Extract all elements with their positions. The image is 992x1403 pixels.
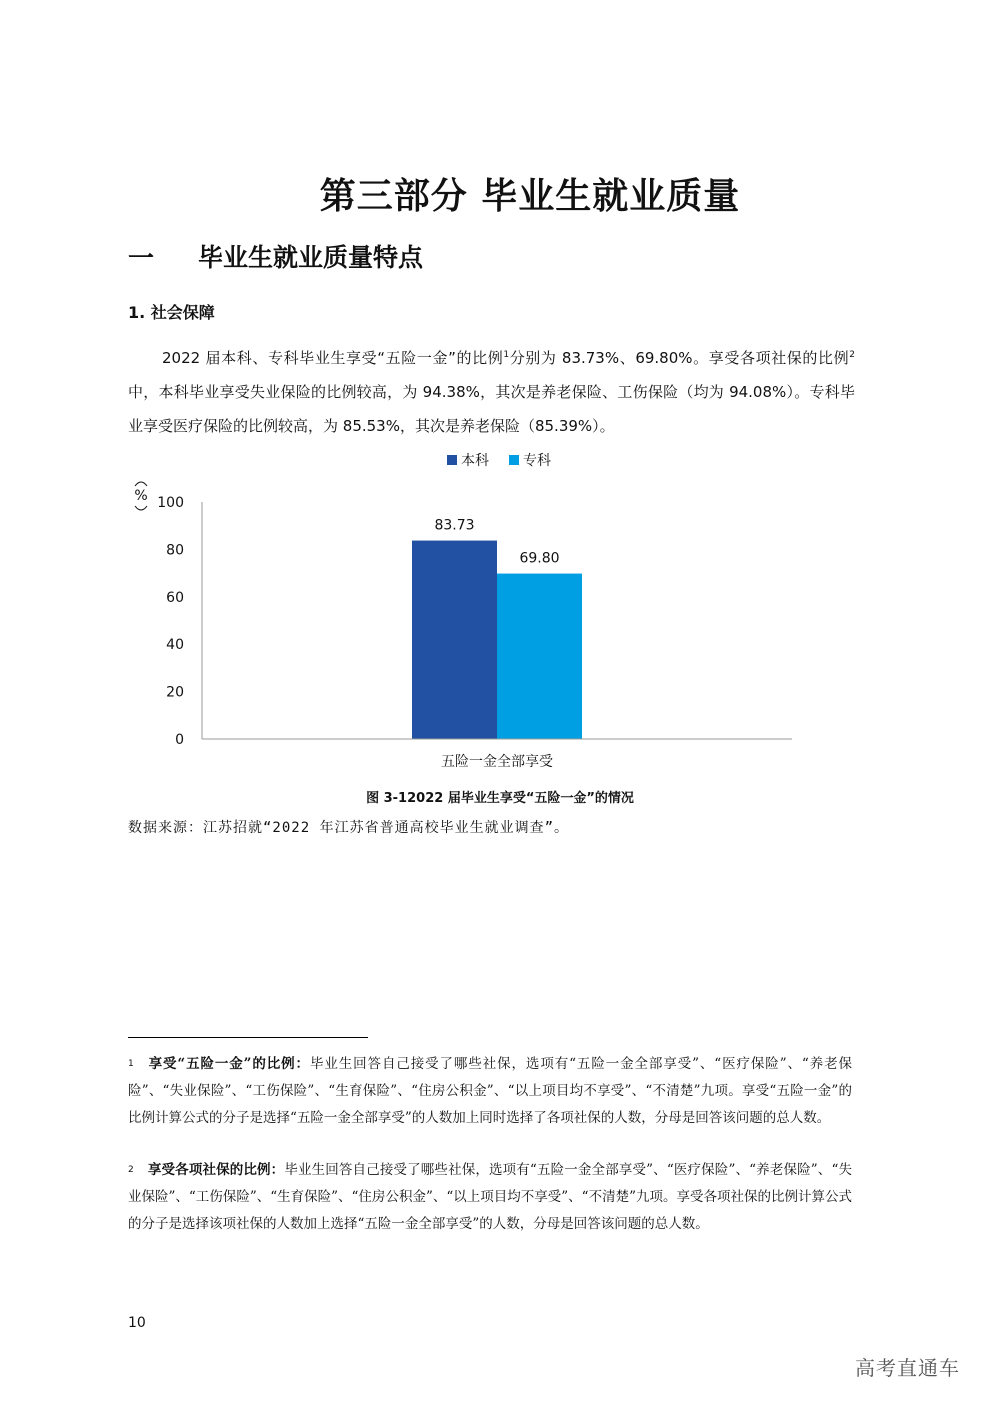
- y-axis-label: %: [134, 488, 148, 504]
- watermark-text: 高考直通车: [855, 1356, 960, 1380]
- x-axis-categories: [441, 753, 553, 770]
- bar-专科: [497, 574, 582, 739]
- intro-paragraph: [128, 341, 855, 443]
- data-source-note: 数据来源：江苏招就“2022 年江苏省普通高校毕业生就业调查”。: [128, 820, 569, 836]
- y-tick-label: 80: [166, 542, 184, 559]
- x-category-label: 五险一金全部享受: [441, 754, 553, 770]
- y-tick-label: 60: [166, 589, 184, 606]
- subsection-title: 1. 社会保障: [128, 303, 215, 322]
- section-number: 一: [128, 244, 155, 274]
- figure-caption: 图 3-12022 届毕业生享受“五险一金”的情况: [366, 791, 634, 806]
- ylabel-paren-bottom: [135, 506, 147, 510]
- page-number: 10: [128, 1315, 146, 1331]
- footnote-1: [128, 1051, 852, 1132]
- y-tick-label: 100: [157, 495, 184, 511]
- footnote-term: 享受各项社保的比例：: [147, 1162, 285, 1178]
- footnote-term: 享受“五险一金”的比例：: [147, 1056, 310, 1072]
- y-axis-ticks: [157, 495, 184, 748]
- legend-swatch: [509, 455, 519, 465]
- y-tick-label: 40: [166, 637, 184, 654]
- chart-legend: [447, 452, 551, 469]
- paragraph-segment: 分别为 83.73%、69.80%。享受各项社保的比例: [509, 349, 850, 367]
- bar-value-label: 69.80: [519, 550, 560, 567]
- bar-chart: [120, 440, 810, 780]
- footnote-text: 毕业生回答自己接受了哪些社保，选项有“五险一金全部享受”、“医疗保险”、“养老保险”、“失业保险”、“工伤保险”、“生育保险”、“住房公积金”、“以上项目均不享受”、“不清楚”九项。享受各项社保的比例计算公式的分子是选择该项社保的人数加上选择“五险一金全部享受”的人数，分母是回答该问题的总人数。: [128, 1162, 853, 1232]
- section-title: 毕业生就业质量特点: [198, 243, 424, 272]
- footnote-text: 毕业生回答自己接受了哪些社保，选项有“五险一金全部享受”、“医疗保险”、“养老保险”、“失业保险”、“工伤保险”、“生育保险”、“住房公积金”、“以上项目均不享受”、“不清楚”九项。享受“五险一金”的比例计算公式的分子是选择“五险一金全部享受”的人数加上同时选择了各项社保的人数，分母是回答该问题的总人数。: [128, 1056, 852, 1126]
- paragraph-segment: 2022 届本科、专科毕业生享受“五险一金”的比例: [162, 349, 504, 367]
- bar-series: [412, 518, 582, 739]
- footnote-ref: 1: [503, 350, 510, 360]
- y-tick-label: 20: [166, 684, 184, 701]
- legend-label: 本科: [461, 453, 489, 469]
- bar-本科: [412, 541, 497, 739]
- paragraph-segment: 中，本科毕业享受失业保险的比例较高，为 94.38%，其次是养老保险、工伤保险（均为 94.08%）。专科毕业享受医疗保险的比例较高，为 85.53%，其次是养老保险（85.39%）。: [128, 383, 855, 435]
- footnote-ref: 2: [849, 350, 855, 360]
- footnote-marker: 2: [128, 1165, 134, 1175]
- bar-value-label: 83.73: [434, 517, 475, 534]
- y-axis-label-group: [134, 482, 147, 510]
- ylabel-paren-top: [135, 482, 147, 486]
- legend-swatch: [447, 455, 457, 465]
- legend-label: 专科: [523, 453, 551, 469]
- footnote-marker: 1: [128, 1059, 134, 1069]
- y-tick-label: 0: [175, 732, 184, 748]
- part-title: 第三部分 毕业生就业质量: [319, 175, 741, 217]
- footnote-divider: [128, 1037, 368, 1038]
- footnote-2: [128, 1157, 852, 1238]
